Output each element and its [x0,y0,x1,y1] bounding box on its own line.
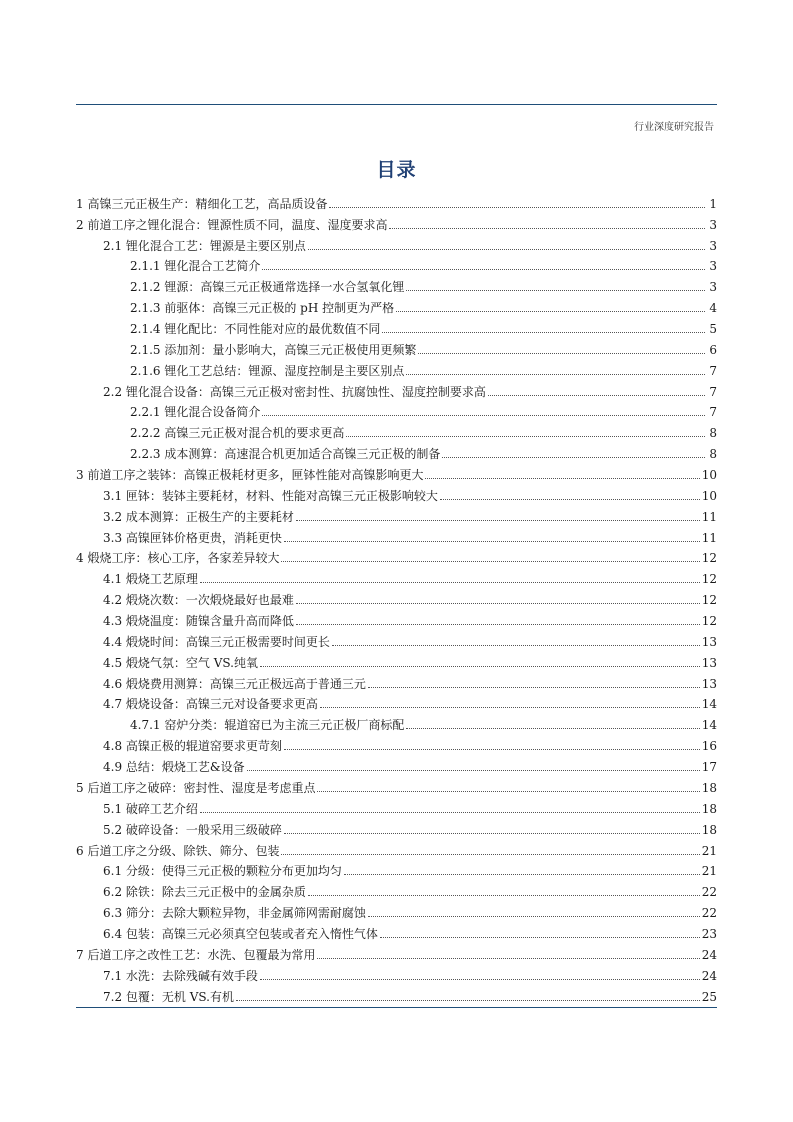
toc-entry-title: 4.3 煅烧温度：随镍含量升高而降低 [103,614,294,629]
toc-leader-dots [281,561,699,562]
toc-leader-dots [442,457,705,458]
toc-entry-page: 13 [701,676,717,691]
toc-entry-title: 2.2.3 成本测算：高速混合机更加适合高镍三元正极的制备 [130,447,441,462]
toc-entry[interactable] [76,211,717,232]
toc-entry[interactable] [76,565,717,586]
toc-entry-title: 4.8 高镍正极的辊道窑要求更苛刻 [103,739,282,754]
toc-leader-dots [284,749,700,750]
toc-leader-dots [317,958,699,959]
toc-entry[interactable] [76,941,717,962]
toc-leader-dots [344,874,700,875]
toc-entry-page: 13 [701,655,717,670]
toc-leader-dots [262,415,705,416]
header-rule [76,104,717,105]
toc-entry-page: 11 [701,509,717,524]
toc-entry-page: 18 [701,822,717,837]
toc-entry[interactable] [76,983,717,1004]
toc-entry-page: 13 [701,634,717,649]
toc-entry[interactable] [76,837,717,858]
toc-entry[interactable] [76,273,717,294]
toc-entry[interactable] [76,482,717,503]
toc-entry-page: 14 [701,718,717,733]
toc-entry[interactable] [76,858,717,879]
toc-leader-dots [389,228,705,229]
toc-leader-dots [308,249,705,250]
toc-entry-page: 7 [709,405,717,420]
toc-entry-title: 6 后道工序之分级、除铁、筛分、包装 [76,843,280,858]
toc-entry[interactable] [76,586,717,607]
toc-entry[interactable] [76,795,717,816]
toc-entry[interactable] [76,816,717,837]
toc-entry[interactable] [76,649,717,670]
toc-entry-title: 2.1.3 前驱体：高镍三元正极的 pH 控制更为严格 [130,301,395,316]
toc-leader-dots [396,311,705,312]
toc-entry-title: 4.5 煅烧气氛：空气 VS.纯氧 [103,655,258,670]
toc-entry-page: 7 [709,363,717,378]
toc-entry-page: 3 [709,238,717,253]
toc-entry-title: 6.4 包装：高镍三元必须真空包装或者充入惰性气体 [103,926,378,941]
toc-entry-page: 4 [709,301,717,316]
toc-entry-title: 4 煅烧工序：核心工序，各家差异较大 [76,551,280,566]
toc-entry[interactable] [76,190,717,211]
toc-entry-page: 1 [709,196,717,211]
toc-leader-dots [488,395,705,396]
toc-entry-title: 2.2.1 锂化混合设备简介 [130,405,261,420]
toc-entry[interactable] [76,753,717,774]
toc-entry-page: 10 [701,488,717,503]
toc-entry-title: 5.1 破碎工艺介绍 [103,801,198,816]
toc-leader-dots [200,812,700,813]
toc-entry[interactable] [76,711,717,732]
toc-leader-dots [260,666,700,667]
toc-leader-dots [440,499,700,500]
toc-entry[interactable] [76,357,717,378]
toc-entry-title: 7.1 水洗：去除残碱有效手段 [103,968,258,983]
toc-entry-title: 1 高镍三元正极生产：精细化工艺，高品质设备 [76,196,328,211]
toc-entry-page: 11 [701,530,717,545]
toc-entry[interactable] [76,732,717,753]
toc-entry[interactable] [76,628,717,649]
toc-entry-title: 7 后道工序之改性工艺：水洗、包覆最为常用 [76,947,316,962]
toc-entry-page: 17 [701,760,717,775]
toc-entry-page: 8 [709,426,717,441]
toc-entry[interactable] [76,399,717,420]
toc-entry[interactable] [76,294,717,315]
toc-entry[interactable] [76,419,717,440]
toc-leader-dots [284,541,700,542]
toc-entry[interactable] [76,920,717,941]
table-of-contents [76,190,717,1004]
toc-entry-title: 2.1.2 锂源：高镍三元正极通常选择一水合氢氧化锂 [130,280,405,295]
toc-entry[interactable] [76,232,717,253]
toc-entry-page: 12 [701,614,717,629]
toc-leader-dots [200,582,700,583]
toc-entry-title: 2.1.4 锂化配比：不同性能对应的最优数值不同 [130,322,381,337]
toc-entry[interactable] [76,461,717,482]
report-type-label: 行业深度研究报告 [634,122,714,133]
toc-leader-dots [329,207,705,208]
toc-leader-dots [247,770,700,771]
toc-entry-page: 12 [701,572,717,587]
toc-entry-title: 2.2 锂化混合设备：高镍三元正极对密封性、抗腐蚀性、湿度控制要求高 [103,384,486,399]
toc-entry-page: 3 [709,217,717,232]
toc-entry[interactable] [76,878,717,899]
toc-entry-page: 23 [701,926,717,941]
toc-entry[interactable] [76,670,717,691]
toc-entry-title: 5 后道工序之破碎：密封性、湿度是考虑重点 [76,780,316,795]
toc-leader-dots [296,624,700,625]
toc-entry-page: 5 [709,322,717,337]
toc-entry-page: 25 [701,989,717,1004]
toc-entry-page: 10 [701,468,717,483]
toc-leader-dots [320,707,700,708]
toc-entry-page: 7 [709,384,717,399]
toc-leader-dots [262,269,705,270]
footer-rule [76,1007,717,1008]
toc-entry-page: 3 [709,259,717,274]
toc-entry[interactable] [76,253,717,274]
toc-entry-page: 22 [701,906,717,921]
toc-entry[interactable] [76,691,717,712]
toc-entry-title: 4.9 总结：煅烧工艺&设备 [103,760,245,775]
toc-entry[interactable] [76,378,717,399]
toc-entry[interactable] [76,336,717,357]
toc-entry-title: 4.7 煅烧设备：高镍三元对设备要求更高 [103,697,318,712]
toc-leader-dots [406,374,705,375]
toc-entry[interactable] [76,524,717,545]
toc-leader-dots [260,979,700,980]
toc-entry-page: 18 [701,780,717,795]
toc-entry-title: 3 前道工序之装钵：高镍正极耗材更多，匣钵性能对高镍影响更大 [76,468,424,483]
toc-entry-page: 24 [701,947,717,962]
toc-entry-title: 4.6 煅烧费用测算：高镍三元正极远高于普通三元 [103,676,366,691]
toc-entry-title: 2.1.1 锂化混合工艺简介 [130,259,261,274]
toc-entry-title: 2.1.5 添加剂：量小影响大，高镍三元正极使用更频繁 [130,342,417,357]
toc-entry-title: 4.4 煅烧时间：高镍三元正极需要时间更长 [103,634,330,649]
toc-entry-title: 3.3 高镍匣钵价格更贵，消耗更快 [103,530,282,545]
toc-entry-title: 2 前道工序之锂化混合：锂源性质不同，温度、湿度要求高 [76,217,388,232]
toc-entry-title: 2.1 锂化混合工艺：锂源是主要区别点 [103,238,306,253]
toc-entry-title: 4.1 煅烧工艺原理 [103,572,198,587]
toc-entry-title: 3.1 匣钵：装钵主要耗材，材料、性能对高镍三元正极影响较大 [103,488,438,503]
toc-entry-page: 16 [701,739,717,754]
toc-entry-title: 4.7.1 窑炉分类：辊道窑已为主流三元正极厂商标配 [130,718,405,733]
toc-entry-title: 5.2 破碎设备：一般采用三级破碎 [103,822,282,837]
toc-entry-page: 12 [701,593,717,608]
toc-leader-dots [236,1000,700,1001]
toc-entry-page: 3 [709,280,717,295]
toc-entry[interactable] [76,774,717,795]
toc-entry-title: 2.2.2 高镍三元正极对混合机的要求更高 [130,426,345,441]
toc-entry[interactable] [76,899,717,920]
toc-entry[interactable] [76,962,717,983]
toc-entry-title: 3.2 成本测算：正极生产的主要耗材 [103,509,294,524]
toc-entry[interactable] [76,315,717,336]
toc-leader-dots [380,937,700,938]
toc-entry-title: 7.2 包覆：无机 VS.有机 [103,989,234,1004]
toc-leader-dots [368,687,700,688]
toc-entry[interactable] [76,607,717,628]
toc-leader-dots [281,854,699,855]
toc-leader-dots [382,332,705,333]
toc-leader-dots [284,833,700,834]
toc-entry-page: 21 [701,864,717,879]
toc-leader-dots [406,728,699,729]
toc-title: 目录 [376,159,417,181]
toc-entry-title: 4.2 煅烧次数：一次煅烧最好也最难 [103,593,294,608]
toc-entry[interactable] [76,545,717,566]
toc-entry-page: 12 [701,551,717,566]
toc-leader-dots [317,791,699,792]
toc-entry-title: 6.1 分级：使得三元正极的颗粒分布更加均匀 [103,864,342,879]
toc-entry-page: 18 [701,801,717,816]
toc-entry-title: 2.1.6 锂化工艺总结：锂源、湿度控制是主要区别点 [130,363,405,378]
toc-leader-dots [296,520,700,521]
toc-entry-page: 6 [709,342,717,357]
toc-leader-dots [368,916,700,917]
toc-entry-page: 24 [701,968,717,983]
toc-entry-page: 22 [701,885,717,900]
toc-entry-page: 14 [701,697,717,712]
toc-leader-dots [425,478,699,479]
toc-entry-page: 8 [709,447,717,462]
toc-entry-page: 21 [701,843,717,858]
toc-entry-title: 6.2 除铁：除去三元正极中的金属杂质 [103,885,306,900]
toc-leader-dots [308,895,700,896]
toc-entry[interactable] [76,503,717,524]
toc-entry[interactable] [76,440,717,461]
toc-entry-title: 6.3 筛分：去除大颗粒异物，非金属筛网需耐腐蚀 [103,906,366,921]
toc-leader-dots [406,290,705,291]
toc-leader-dots [332,645,700,646]
toc-leader-dots [418,353,705,354]
toc-leader-dots [346,436,705,437]
toc-leader-dots [296,603,700,604]
